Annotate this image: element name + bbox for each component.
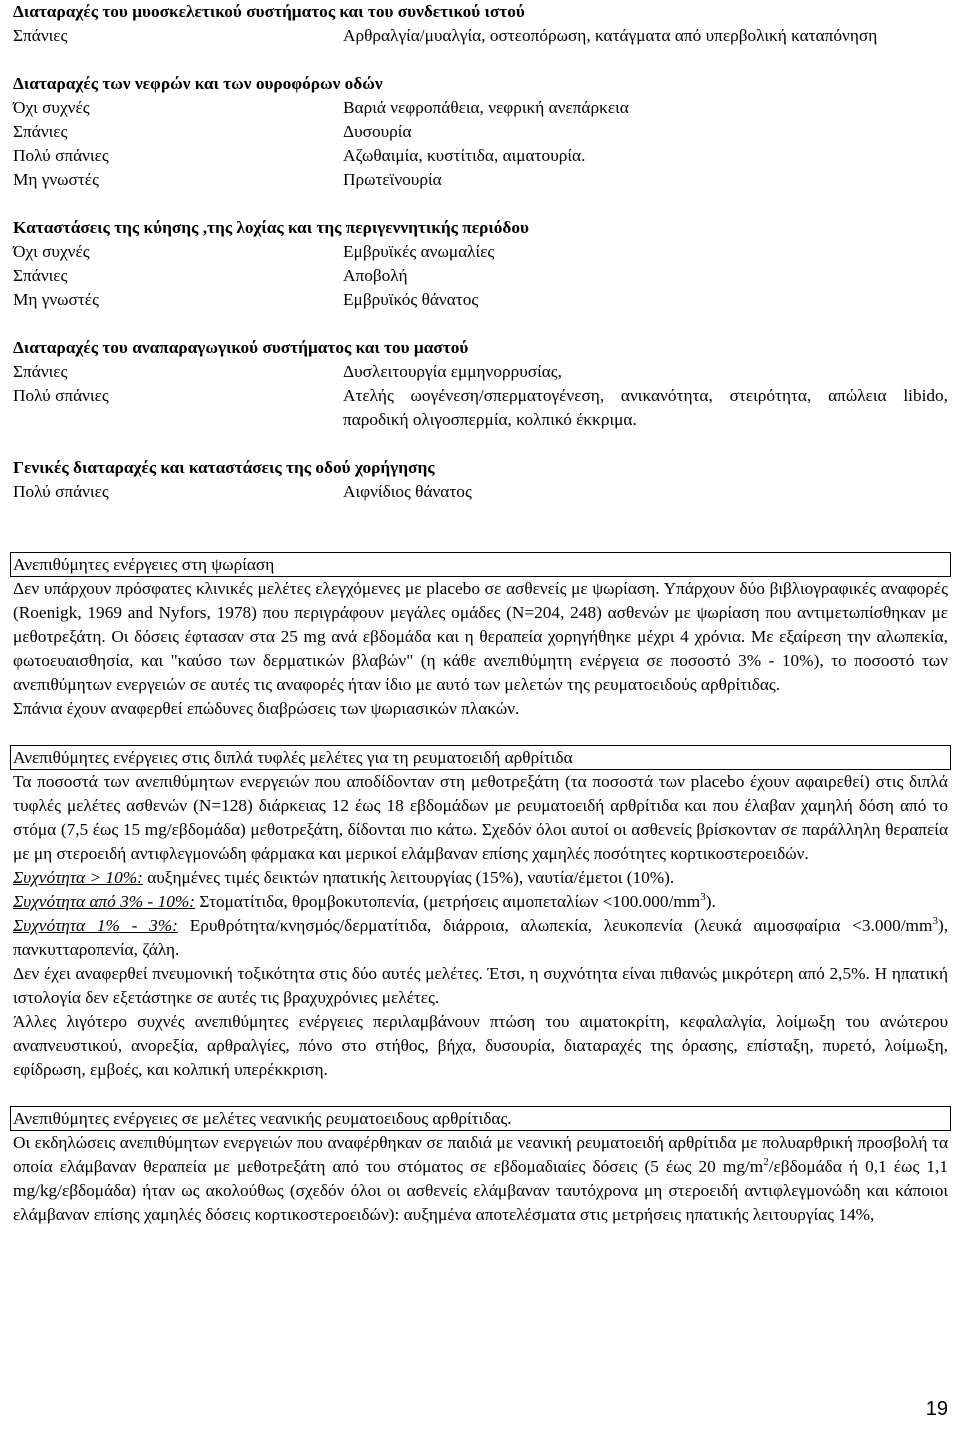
effect-row <box>13 24 948 48</box>
section-title: Διαταραχές του αναπαραγωγικού συστήματος και του μαστού <box>13 338 469 357</box>
section-renal <box>13 72 948 192</box>
document-page <box>13 0 948 1227</box>
frequency-label: Μη γνωστές <box>13 170 99 189</box>
effect-text: Αρθραλγία/μυαλγία, οστεοπόρωση, κατάγματα από υπερβολική καταπόνηση <box>343 26 878 45</box>
section-title: Διαταραχές των νεφρών και των ουροφόρων οδών <box>13 74 383 93</box>
effect-row <box>13 240 948 264</box>
section-reproductive <box>13 336 948 432</box>
frequency-text: Ερυθρότητα/κνησμός/δερματίτιδα, διάρροια, αλωπεκία, λευκοπενία (λευκά αιμοσφαίρια <3.000/mm <box>177 916 933 935</box>
section-title: Καταστάσεις της κύησης ,της λοχίας και της περιγεννητικής περιόδου <box>13 218 529 237</box>
effect-row <box>13 384 948 432</box>
jra-text: /εβδομάδα ή 0,1 έως 1,1 mg/kg/εβδομάδα) ήταν ως ακολούθως (σχεδόν όλοι οι ασθενείς ελάμβαναν ταυτόχρονα μη στεροειδή αντιφλεγμονώδη και κάποιοι ελάμβαναν επίσης χαμηλές δόσεις κορτικοστεροειδών): αυξημένα αποτελέσματα στις μετρήσεις ηπατικής λειτουργίας 14%, <box>13 1157 948 1224</box>
psoriasis-section <box>13 552 948 721</box>
frequency-text: ), πανκυτταροπενία, ζάλη. <box>13 916 949 959</box>
frequency-label: Μη γνωστές <box>13 290 99 309</box>
frequency-label: Σπάνιες <box>13 26 68 45</box>
frequency-label: Όχι συχνές <box>13 242 90 261</box>
frequency-label: Πολύ σπάνιες <box>13 146 109 165</box>
frequency-label: Πολύ σπάνιες <box>13 482 109 501</box>
effect-row <box>13 96 948 120</box>
ra-section <box>13 745 948 1082</box>
frequency-label: Σπάνιες <box>13 362 68 381</box>
frequency-text: αυξημένες τιμές δεικτών ηπατικής λειτουργίας (15%), ναυτία/έμετοι (10%). <box>142 868 675 887</box>
frequency-label: Συχνότητα > 10%: <box>13 868 143 887</box>
frequency-label: Σπάνιες <box>13 122 68 141</box>
effect-text: Δυσουρία <box>343 122 412 141</box>
jra-heading: Ανεπιθύμητες ενέργειες σε μελέτες νεανικής ρευματοειδους αρθρίτιδας. <box>10 1106 951 1131</box>
effect-text: Πρωτεϊνουρία <box>343 170 442 189</box>
ra-frequency-line <box>13 914 948 962</box>
effect-row <box>13 288 948 312</box>
ra-paragraph: Δεν έχει αναφερθεί πνευμονική τοξικότητα στις δύο αυτές μελέτες. Έτσι, η συχνότητα είναι πιθανώς μικρότερη από 2,5%. Η ηπατική ιστολογία δεν εξετάστηκε σε αυτές τις βραχυχρόνιες μελέτες. <box>13 964 948 1007</box>
psoriasis-paragraph: Σπάνια έχουν αναφερθεί επώδυνες διαβρώσεις των ψωριασικών πλακών. <box>13 699 520 718</box>
effect-text: Δυσλειτουργία εμμηνορρυσίας, <box>343 362 562 381</box>
frequency-text: ). <box>705 892 716 911</box>
ra-frequency-line <box>13 890 948 914</box>
frequency-text: Στοματίτιδα, θρομβοκυτοπενία, (μετρήσεις αιμοπεταλίων <100.000/mm <box>195 892 701 911</box>
section-general <box>13 456 948 504</box>
section-title: Γενικές διαταραχές και καταστάσεις της οδού χορήγησης <box>13 458 435 477</box>
effect-row <box>13 264 948 288</box>
section-title: Διαταραχές του μυοσκελετικού συστήματος και του συνδετικού ιστού <box>13 2 525 21</box>
ra-frequency-line <box>13 866 948 890</box>
superscript: 2 <box>763 1156 769 1169</box>
effect-text: Αποβολή <box>343 266 408 285</box>
effect-text: Αζωθαιμία, κυστίτιδα, αιματουρία. <box>343 146 586 165</box>
ra-paragraph: Τα ποσοστά των ανεπιθύμητων ενεργειών που αποδίδονταν στη μεθοτρεξάτη (τα ποσοστά των placebo έχουν αφαιρεθεί) στις διπλά τυφλές μελέτες ασθενών (N=128) διάρκειας 12 έως 18 εβδομάδων με ρευματοειδή αρθρίτιδα και που έλαβαν χαμηλή δόση από το στόμα (7,5 έως 15 mg/εβδομάδα) μεθοτρεξάτη, δίδονται πιο κάτω. Σχεδόν όλοι αυτοί οι ασθενείς βρίσκονταν σε παράλληλη θεραπεία με μη στεροειδή αντιφλεγμονώδη φάρμακα και μερικοί ελάμβαναν επίσης χαμηλές ποσότητες κορτικοστεροειδών. <box>13 772 948 863</box>
psoriasis-paragraph: Δεν υπάρχουν πρόσφατες κλινικές μελέτες ελεγχόμενες με placebo σε ασθενείς με ψωρίαση. Υπάρχουν δύο βιβλιογραφικές αναφορές (Roenigk, 1969 and Nyfors, 1978) που περιγράφουν μεγάλες ομάδες (N=204, 248) ασθενών με ψωρίαση που αντιμετωπίσθηκαν με μεθοτρεξάτη. Οι δόσεις έφτασαν στα 25 mg ανά εβδομάδα και η θεραπεία χορηγήθηκε μέχρι 4 χρόνια. Με εξαίρεση την αλωπεκία, φωτοευαισθησία, και "καύσο των δερματικών βλαβών" (η κάθε ανεπιθύμητη ενέργεια σε ποσοστό 3% - 10%), το ποσοστό των ανεπιθύμητων ενεργειών σε αυτές τις αναφορές ήταν ίδιο με αυτό των μελετών της ρευματοειδούς αρθρίτιδας. <box>13 579 948 694</box>
jra-paragraph <box>13 1131 948 1227</box>
page-number: 19 <box>925 1398 948 1420</box>
effect-text: Ατελής ωογένεση/σπερματογένεση, ανικανότητα, στειρότητα, απώλεια libido, παροδική ολιγοσπερμία, κολπικό έκκριμα. <box>343 386 948 429</box>
effect-row <box>13 144 948 168</box>
effect-row <box>13 360 948 384</box>
frequency-label: Πολύ σπάνιες <box>13 386 109 405</box>
effect-text: Εμβρυϊκός θάνατος <box>343 290 479 309</box>
frequency-label: Όχι συχνές <box>13 98 90 117</box>
section-musculoskeletal <box>13 0 948 48</box>
effect-text: Εμβρυϊκές ανωμαλίες <box>343 242 495 261</box>
ra-paragraph: Άλλες λιγότερο συχνές ανεπιθύμητες ενέργειες περιλαμβάνουν πτώση του αιματοκρίτη, κεφαλαλγία, λοίμωξη του ανώτερου αναπνευστικού, ανορεξία, αρθραλγίες, πόνο στο στήθος, βήχα, δυσουρία, διαταραχές της όρασης, επίσταξη, πυρετό, λοίμωξη, εφίδρωση, εμβοές, και κολπική υπερέκκριση. <box>13 1012 948 1079</box>
jra-text: Οι εκδηλώσεις ανεπιθύμητων ενεργειών που αναφέρθηκαν σε παιδιά με νεανική ρευματοειδή αρθρίτιδα με πολυαρθρική προσβολή τα οποία ελάμβαναν θεραπεία με μεθοτρεξάτη από του στόματος σε εβδομαδιαίες δόσεις (5 έως 20 mg/m <box>13 1133 948 1176</box>
effect-row <box>13 480 948 504</box>
frequency-label: Συχνότητα από 3% - 10%: <box>13 892 196 911</box>
frequency-label: Σπάνιες <box>13 266 68 285</box>
effect-text: Βαριά νεφροπάθεια, νεφρική ανεπάρκεια <box>343 98 629 117</box>
superscript: 3 <box>932 915 938 928</box>
jra-section <box>13 1106 948 1227</box>
effect-row <box>13 168 948 192</box>
effect-row <box>13 120 948 144</box>
superscript: 3 <box>700 891 706 904</box>
section-pregnancy <box>13 216 948 312</box>
ra-heading: Ανεπιθύμητες ενέργειες στις διπλά τυφλές μελέτες για τη ρευματοειδή αρθρίτιδα <box>10 745 951 770</box>
frequency-label: Συχνότητα 1% - 3%: <box>13 916 178 935</box>
effect-text: Αιφνίδιος θάνατος <box>343 482 472 501</box>
psoriasis-heading: Ανεπιθύμητες ενέργειες στη ψωρίαση <box>10 552 951 577</box>
